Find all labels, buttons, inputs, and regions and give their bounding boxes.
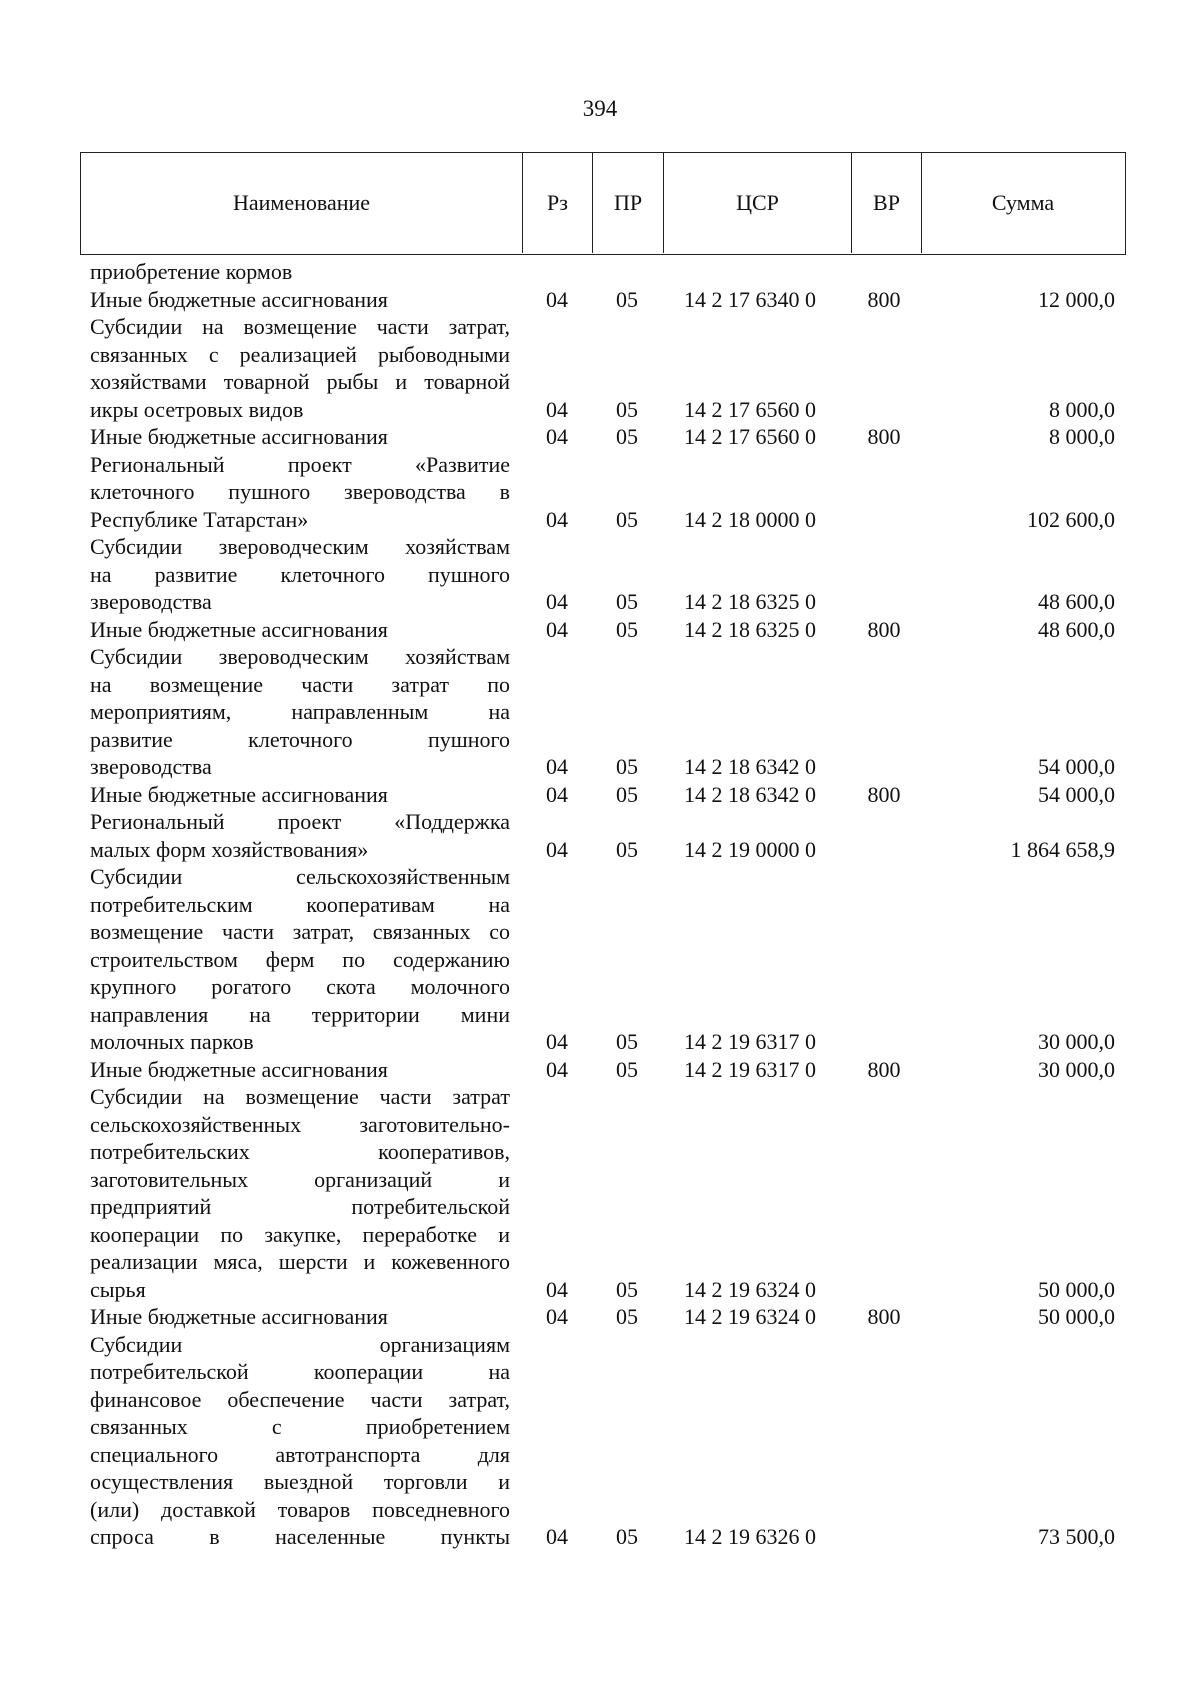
row-sum: 73 500,0 [1038, 1524, 1115, 1549]
row-sum: 54 000,0 [1038, 754, 1115, 779]
page-number: 394 [582, 96, 618, 121]
row-pr: 05 [616, 1304, 638, 1329]
table-row [0, 643, 1200, 781]
row-rz: 04 [546, 589, 568, 614]
row-name-line: звероводства [90, 754, 212, 779]
row-name [90, 533, 510, 616]
row-name-line: направления на территории мини [90, 1001, 510, 1027]
row-rz: 04 [546, 836, 568, 862]
row-csr: 14 2 17 6560 0 [684, 396, 816, 422]
row-pr: 05 [616, 836, 638, 862]
row-name-line: крупного рогатого скота молочного [90, 974, 510, 999]
table-row [0, 616, 1200, 644]
row-sum: 48 600,0 [1038, 616, 1115, 642]
row-rz: 04 [546, 1029, 568, 1054]
row-name-line: финансовое обеспечение части затрат, [90, 1386, 510, 1412]
row-sum: 30 000,0 [1038, 1029, 1115, 1054]
row-csr: 14 2 18 6342 0 [684, 754, 816, 779]
row-name-line: Иные бюджетные ассигнования [90, 1304, 388, 1329]
row-pr: 05 [616, 781, 638, 807]
row-csr: 14 2 19 6317 0 [684, 1056, 816, 1082]
row-name-line: Субсидии зверoводческим хозяйствам [90, 534, 510, 559]
row-csr: 14 2 18 0000 0 [684, 506, 816, 532]
row-rz: 04 [546, 616, 568, 642]
row-vr: 800 [867, 616, 901, 642]
row-name-line: сельскохозяйственных заготовительно- [90, 1111, 510, 1137]
row-name [90, 423, 510, 451]
row-csr: 14 2 19 6326 0 [684, 1524, 816, 1549]
row-sum: 8 000,0 [1049, 396, 1115, 422]
row-name [90, 1083, 510, 1303]
header-sum: Сумма [921, 153, 1124, 253]
row-name-line: клеточного пушного звероводства в [90, 479, 510, 504]
header-name: Наименование [232, 190, 371, 215]
row-name-line: связанных с приобретением [90, 1414, 510, 1439]
table-row [0, 313, 1200, 423]
row-name-line: икры осетровых видов [90, 396, 304, 422]
row-pr: 05 [616, 1056, 638, 1082]
row-rz: 04 [546, 424, 568, 449]
row-name-line: Иные бюджетные ассигнования [90, 1056, 388, 1082]
table-row [0, 1083, 1200, 1303]
table-row [0, 781, 1200, 809]
row-name [90, 1056, 510, 1084]
row-name-line: на возмещение части затрат по [90, 671, 510, 697]
row-name [90, 1303, 510, 1331]
row-sum: 50 000,0 [1038, 1304, 1115, 1329]
row-name-line: Иные бюджетные ассигнования [90, 616, 388, 642]
row-name-line: потребительским кооперативам на [90, 891, 510, 917]
row-name-line: строительством ферм по содержанию [90, 946, 510, 972]
row-sum: 50 000,0 [1038, 1276, 1115, 1302]
row-pr: 05 [616, 286, 638, 312]
row-name-line: предприятий потребительской [90, 1194, 510, 1219]
row-pr: 05 [616, 1524, 638, 1549]
row-name-line: Субсидии на возмещение части затрат [90, 1084, 510, 1109]
row-pr: 05 [616, 396, 638, 422]
row-name-line: реализации мяса, шерсти и кожевенного [90, 1249, 510, 1274]
row-csr: 14 2 18 6325 0 [684, 589, 816, 614]
row-name-line: возмещение части затрат, связанных со [90, 919, 510, 944]
row-name [90, 286, 510, 314]
table-row [0, 423, 1200, 451]
row-name-line: хозяйствами товарной рыбы и товарной [90, 369, 510, 394]
row-csr: 14 2 19 6317 0 [684, 1029, 816, 1054]
row-rz: 04 [546, 1524, 568, 1549]
row-name [90, 258, 510, 286]
row-rz: 04 [546, 754, 568, 779]
row-pr: 05 [616, 754, 638, 779]
row-csr: 14 2 19 0000 0 [684, 836, 816, 862]
row-name [90, 643, 510, 781]
table-row [0, 1056, 1200, 1084]
row-pr: 05 [616, 616, 638, 642]
row-csr: 14 2 18 6342 0 [684, 781, 816, 807]
row-name-line: Иные бюджетные ассигнования [90, 286, 388, 312]
row-sum: 1 864 658,9 [1010, 836, 1115, 862]
row-rz: 04 [546, 1304, 568, 1329]
row-name-line: сырья [90, 1276, 146, 1302]
row-name [90, 451, 510, 534]
row-name-line: Субсидии на возмещение части затрат, [90, 314, 510, 339]
header-rz: Рз [522, 153, 592, 253]
row-name-line: малых форм хозяйствования» [90, 836, 369, 862]
row-pr: 05 [616, 424, 638, 449]
row-csr: 14 2 17 6560 0 [684, 424, 816, 449]
table-row [0, 533, 1200, 616]
row-name-line: молочных парков [90, 1029, 254, 1054]
row-name-line: заготовительных организаций и [90, 1166, 510, 1192]
table-row [0, 286, 1200, 314]
row-sum: 8 000,0 [1049, 424, 1115, 449]
row-name-line: (или) доставкой товаров повседневного [90, 1496, 510, 1522]
row-name-line: Региональный проект «Развитие [90, 451, 510, 477]
row-name [90, 781, 510, 809]
row-vr: 800 [867, 424, 901, 449]
row-rz: 04 [546, 1056, 568, 1082]
table-row [0, 808, 1200, 863]
row-sum: 30 000,0 [1038, 1056, 1115, 1082]
table-body [0, 258, 1200, 1551]
row-pr: 05 [616, 1029, 638, 1054]
row-pr: 05 [616, 589, 638, 614]
row-name [90, 1331, 510, 1551]
header-vr: ВР [851, 153, 921, 253]
row-name [90, 808, 510, 863]
row-vr: 800 [867, 781, 901, 807]
table-row [0, 451, 1200, 534]
header-pr: ПР [592, 153, 663, 253]
row-name-line: Субсидии организациям [90, 1331, 510, 1357]
row-name [90, 616, 510, 644]
row-pr: 05 [616, 506, 638, 532]
row-sum: 54 000,0 [1038, 781, 1115, 807]
row-csr: 14 2 17 6340 0 [684, 286, 816, 312]
row-name-line: Субсидии сельскохозяйственным [90, 864, 510, 889]
row-name [90, 313, 510, 423]
row-name-line: звероводства [90, 589, 212, 614]
table-row [0, 258, 1200, 286]
table-row [0, 1303, 1200, 1331]
row-vr: 800 [867, 1304, 901, 1329]
row-rz: 04 [546, 286, 568, 312]
header-csr: ЦСР [663, 153, 851, 253]
row-sum: 12 000,0 [1038, 286, 1115, 312]
row-name [90, 863, 510, 1056]
row-name-line: потребительской кооперации на [90, 1359, 510, 1384]
row-vr: 800 [867, 1056, 901, 1082]
row-csr: 14 2 18 6325 0 [684, 616, 816, 642]
row-name-line: Иные бюджетные ассигнования [90, 781, 388, 807]
row-name-line: спроса в населенные пункты [90, 1524, 510, 1549]
row-name-line: осуществления выездной торговли и [90, 1469, 510, 1494]
row-name-line: Субсидии звероводческим хозяйствам [90, 644, 510, 669]
row-rz: 04 [546, 1276, 568, 1302]
row-sum: 48 600,0 [1038, 589, 1115, 614]
row-name-line: связанных с реализацией рыбоводными [90, 341, 510, 367]
row-sum: 102 600,0 [1027, 506, 1115, 532]
row-rz: 04 [546, 506, 568, 532]
table-row [0, 1331, 1200, 1551]
row-name-line: Иные бюджетные ассигнования [90, 424, 388, 449]
row-csr: 14 2 19 6324 0 [684, 1276, 816, 1302]
row-rz: 04 [546, 781, 568, 807]
row-name-line: на развитие клеточного пушного [90, 561, 510, 587]
row-name-line: кооперации по закупке, переработке и [90, 1221, 510, 1247]
row-pr: 05 [616, 1276, 638, 1302]
row-name-line: потребительских кооперативов, [90, 1139, 510, 1164]
row-name-line: Региональный проект «Поддержка [90, 809, 510, 834]
row-name-line: мероприятиям, направленным на [90, 699, 510, 724]
row-name-line: специального автотранспорта для [90, 1441, 510, 1467]
row-name-line: Республике Татарстан» [90, 506, 309, 532]
row-csr: 14 2 19 6324 0 [684, 1304, 816, 1329]
row-name-line: приобретение кормов [90, 259, 293, 284]
row-vr: 800 [867, 286, 901, 312]
row-name-line: развитие клеточного пушного [90, 726, 510, 752]
row-rz: 04 [546, 396, 568, 422]
table-row [0, 863, 1200, 1056]
table-header [80, 152, 1126, 255]
